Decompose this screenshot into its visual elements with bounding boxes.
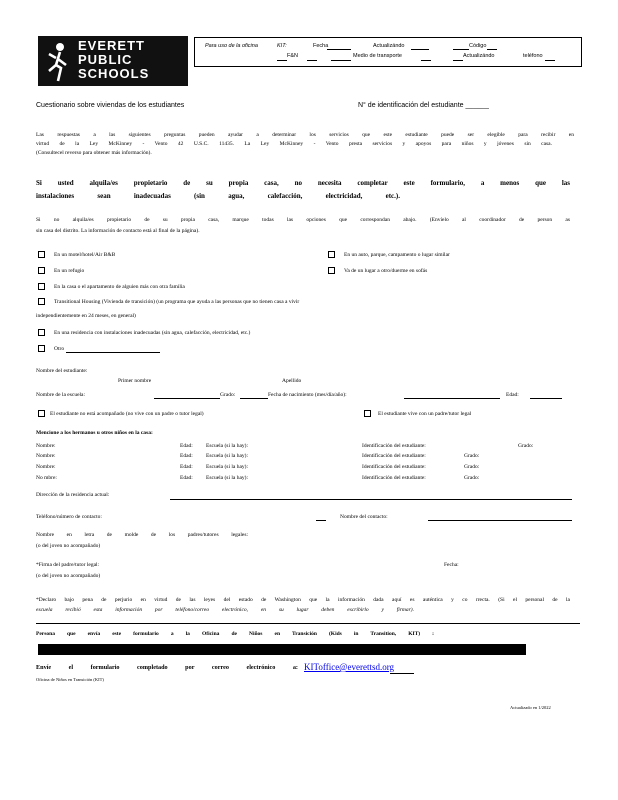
sibling-age-label: Edad:	[180, 475, 193, 481]
phone-input[interactable]	[316, 520, 326, 521]
date-label: Fecha:	[444, 562, 459, 568]
office-use-label: Para uso de la oficina	[205, 43, 258, 49]
declaration-line-1: *Declaro bajo pena de perjurio en virtud de las leyes del estado de Washington que la información dada aquí es auténtica y co rrecta. (Si el personal de la	[36, 597, 570, 603]
unaccompanied-label: El estudiante no está acompañado (no vive con un padre o tutor legal)	[50, 411, 204, 417]
guardian-name-label: Nombre en letra de molde de los padres/tutores legales:	[36, 532, 248, 538]
option-casa-otra-label: En la casa o el apartamento de alguien más con otra familia	[54, 284, 185, 290]
send-email-label: Envíe el formulario completado por correo electrónico a:	[36, 664, 298, 671]
option-sofas-checkbox[interactable]	[328, 267, 335, 274]
office-fecha-label: Fecha	[313, 43, 329, 49]
option-transitional-label-2: independientemente en 24 meses, en general)	[36, 313, 136, 319]
email-underline	[390, 673, 414, 674]
sender-redacted-field[interactable]	[38, 644, 526, 655]
logo-text: EVERETT PUBLIC SCHOOLS	[78, 38, 150, 81]
sibling-id-label: Identificación del estudiante:	[362, 464, 426, 470]
office-use-box	[194, 37, 582, 67]
siblings-heading: Mencione a los hermanos u otros niños en la casa:	[36, 430, 153, 436]
sibling-grade-label: Grado:	[464, 453, 480, 459]
office-telefono-label: teléfono	[523, 53, 543, 59]
last-name-label: Apellido	[282, 378, 302, 384]
birthdate-label: Fecha de nacimiento (mes/día/año):	[268, 392, 347, 398]
unaccompanied-checkbox[interactable]	[38, 410, 45, 417]
option-transitional-label-1: Transitional Housing (Vivienda de transición) (un programa que ayuda a las personas que no tienen casa a vivir	[54, 299, 300, 305]
instructions-line-2: sin casa del distrito. La información de contacto está al final de la página).	[36, 228, 200, 234]
address-label: Dirección de la residencia actual:	[36, 492, 110, 498]
student-id-title: N° de identificación del estudiante ______	[358, 102, 489, 109]
option-transitional-checkbox[interactable]	[38, 298, 45, 305]
signature-sublabel: (o del joven no acompañado)	[36, 573, 101, 579]
sibling-age-label: Edad:	[180, 464, 193, 470]
logo	[38, 36, 188, 86]
option-otro-label: Otro	[54, 346, 65, 352]
signature-label: *Firma del padre/tutor legal:	[36, 562, 100, 568]
sender-label: Persona que envía este formulario a la Oficina de Niños en Transición (Kids in Transition, KIT) :	[36, 631, 434, 637]
phone-label: Teléfono/número de contacto:	[36, 514, 102, 520]
guardian-name-sublabel: (o del joven no acompañado)	[36, 543, 101, 549]
option-motel-label: En un motel/hotel/Air B&B	[54, 252, 116, 258]
first-name-label: Primer nombre	[118, 378, 152, 384]
contact-name-label: Nombre del contacto:	[340, 514, 388, 520]
siblings-grade-header: Grado:	[518, 443, 534, 449]
office-transporte-label: Medio de transporte	[353, 53, 402, 59]
instructions-line-1: Si no alquila/es propietario de su propia casa, marque todas las opciones que correspondan abajo. (Envíelo al coordinador de person as	[36, 217, 570, 223]
address-input[interactable]	[170, 499, 572, 500]
option-refugio-label: En un refugio	[54, 268, 85, 274]
sibling-age-label: Edad:	[180, 443, 193, 449]
lives-with-guardian-label: El estudiante vive con un padre/tutor legal	[378, 411, 472, 417]
age-label: Edad:	[506, 392, 519, 398]
email-link[interactable]: KIToffice@everettsd.org	[304, 662, 395, 672]
lives-with-guardian-checkbox[interactable]	[364, 410, 371, 417]
sibling-name-label: Nombre:	[36, 443, 56, 449]
sibling-school-label: Escuela (si la hay):	[206, 464, 248, 470]
age-input[interactable]	[530, 398, 562, 399]
option-refugio-checkbox[interactable]	[38, 267, 45, 274]
updated-label: Actualizado en 1/2022	[510, 705, 551, 710]
option-auto-label: En un auto, parque, campamento o lugar similar	[344, 252, 450, 258]
notice-line-2: instalaciones sean inadecuadas (sin agua, calefacción, electricidad, etc.).	[36, 192, 400, 200]
sibling-id-label: Identificación del estudiante:	[362, 475, 426, 481]
grade-input[interactable]	[240, 398, 268, 399]
option-auto-checkbox[interactable]	[328, 251, 335, 258]
sibling-id-label: Identificación del estudiante:	[362, 453, 426, 459]
form-title: Cuestionario sobre viviendas de los estudiantes	[36, 102, 185, 109]
option-motel-checkbox[interactable]	[38, 251, 45, 258]
notice-line-1: Si usted alquila/es propietario de su propia casa, no necesita completar este formulario, a menos que las	[36, 179, 570, 187]
option-otro-input[interactable]	[66, 352, 160, 353]
grade-label: Grado:	[220, 392, 236, 398]
option-residencia-checkbox[interactable]	[38, 329, 45, 336]
option-otro-checkbox[interactable]	[38, 345, 45, 352]
sibling-grade-label: Grado:	[464, 464, 480, 470]
sibling-name-label: Nombre:	[36, 453, 56, 459]
sibling-grade-label: Grado:	[464, 475, 480, 481]
declaration-line-2: escuela recibió esta información por teléfono/correo electrónico, en su lugar deben escribirlo y firmar).	[36, 607, 414, 613]
option-residencia-label: En una residencia con instalaciones inadecuadas (sin agua, calefacción, electricidad, etc.)	[54, 330, 251, 336]
sibling-age-label: Edad:	[180, 453, 193, 459]
intro-line-1: Las respuestas a las siguientes preguntas pueden ayudar a determinar los servicios que este estudiante puede ser elegible para recibir en	[36, 132, 574, 138]
divider	[36, 623, 580, 624]
contact-name-input[interactable]	[428, 520, 572, 521]
office-codigo-label: Código	[469, 43, 487, 49]
birthdate-input[interactable]	[404, 398, 500, 399]
intro-line-3: (Consultecel reverso para obtener más información).	[36, 150, 152, 156]
sibling-school-label: Escuela (si la hay):	[206, 453, 248, 459]
student-name-label: Nombre del estudiante:	[36, 368, 88, 374]
office-name: Oficina de Niños en Transición (KIT)	[36, 677, 104, 682]
school-name-label: Nombre de la escuela:	[36, 392, 86, 398]
option-casa-otra-checkbox[interactable]	[38, 283, 45, 290]
sibling-school-label: Escuela (si la hay):	[206, 443, 248, 449]
office-fandn-label: F&N	[287, 53, 298, 59]
office-kit-label: KIT:	[277, 43, 287, 49]
student-figure-icon	[44, 38, 74, 84]
sibling-id-label: Identificación del estudiante:	[362, 443, 426, 449]
office-actualizando2-label: Actualizándo	[463, 53, 495, 59]
sibling-name-label: No mbre:	[36, 475, 57, 481]
school-name-input[interactable]	[154, 398, 220, 399]
option-sofas-label: Va de un lugar a otro/duerme en sofás	[344, 268, 428, 274]
sibling-school-label: Escuela (si la hay):	[206, 475, 248, 481]
office-actualizando-label: Actualizándo	[373, 43, 405, 49]
intro-line-2: virtud de la Ley McKinney - Vento 42 U.S.C. 11435. La Ley McKinney - Vento presta servicios y apoyos para niños y jóvenes sin casa.	[36, 141, 552, 147]
sibling-name-label: Nombre:	[36, 464, 56, 470]
